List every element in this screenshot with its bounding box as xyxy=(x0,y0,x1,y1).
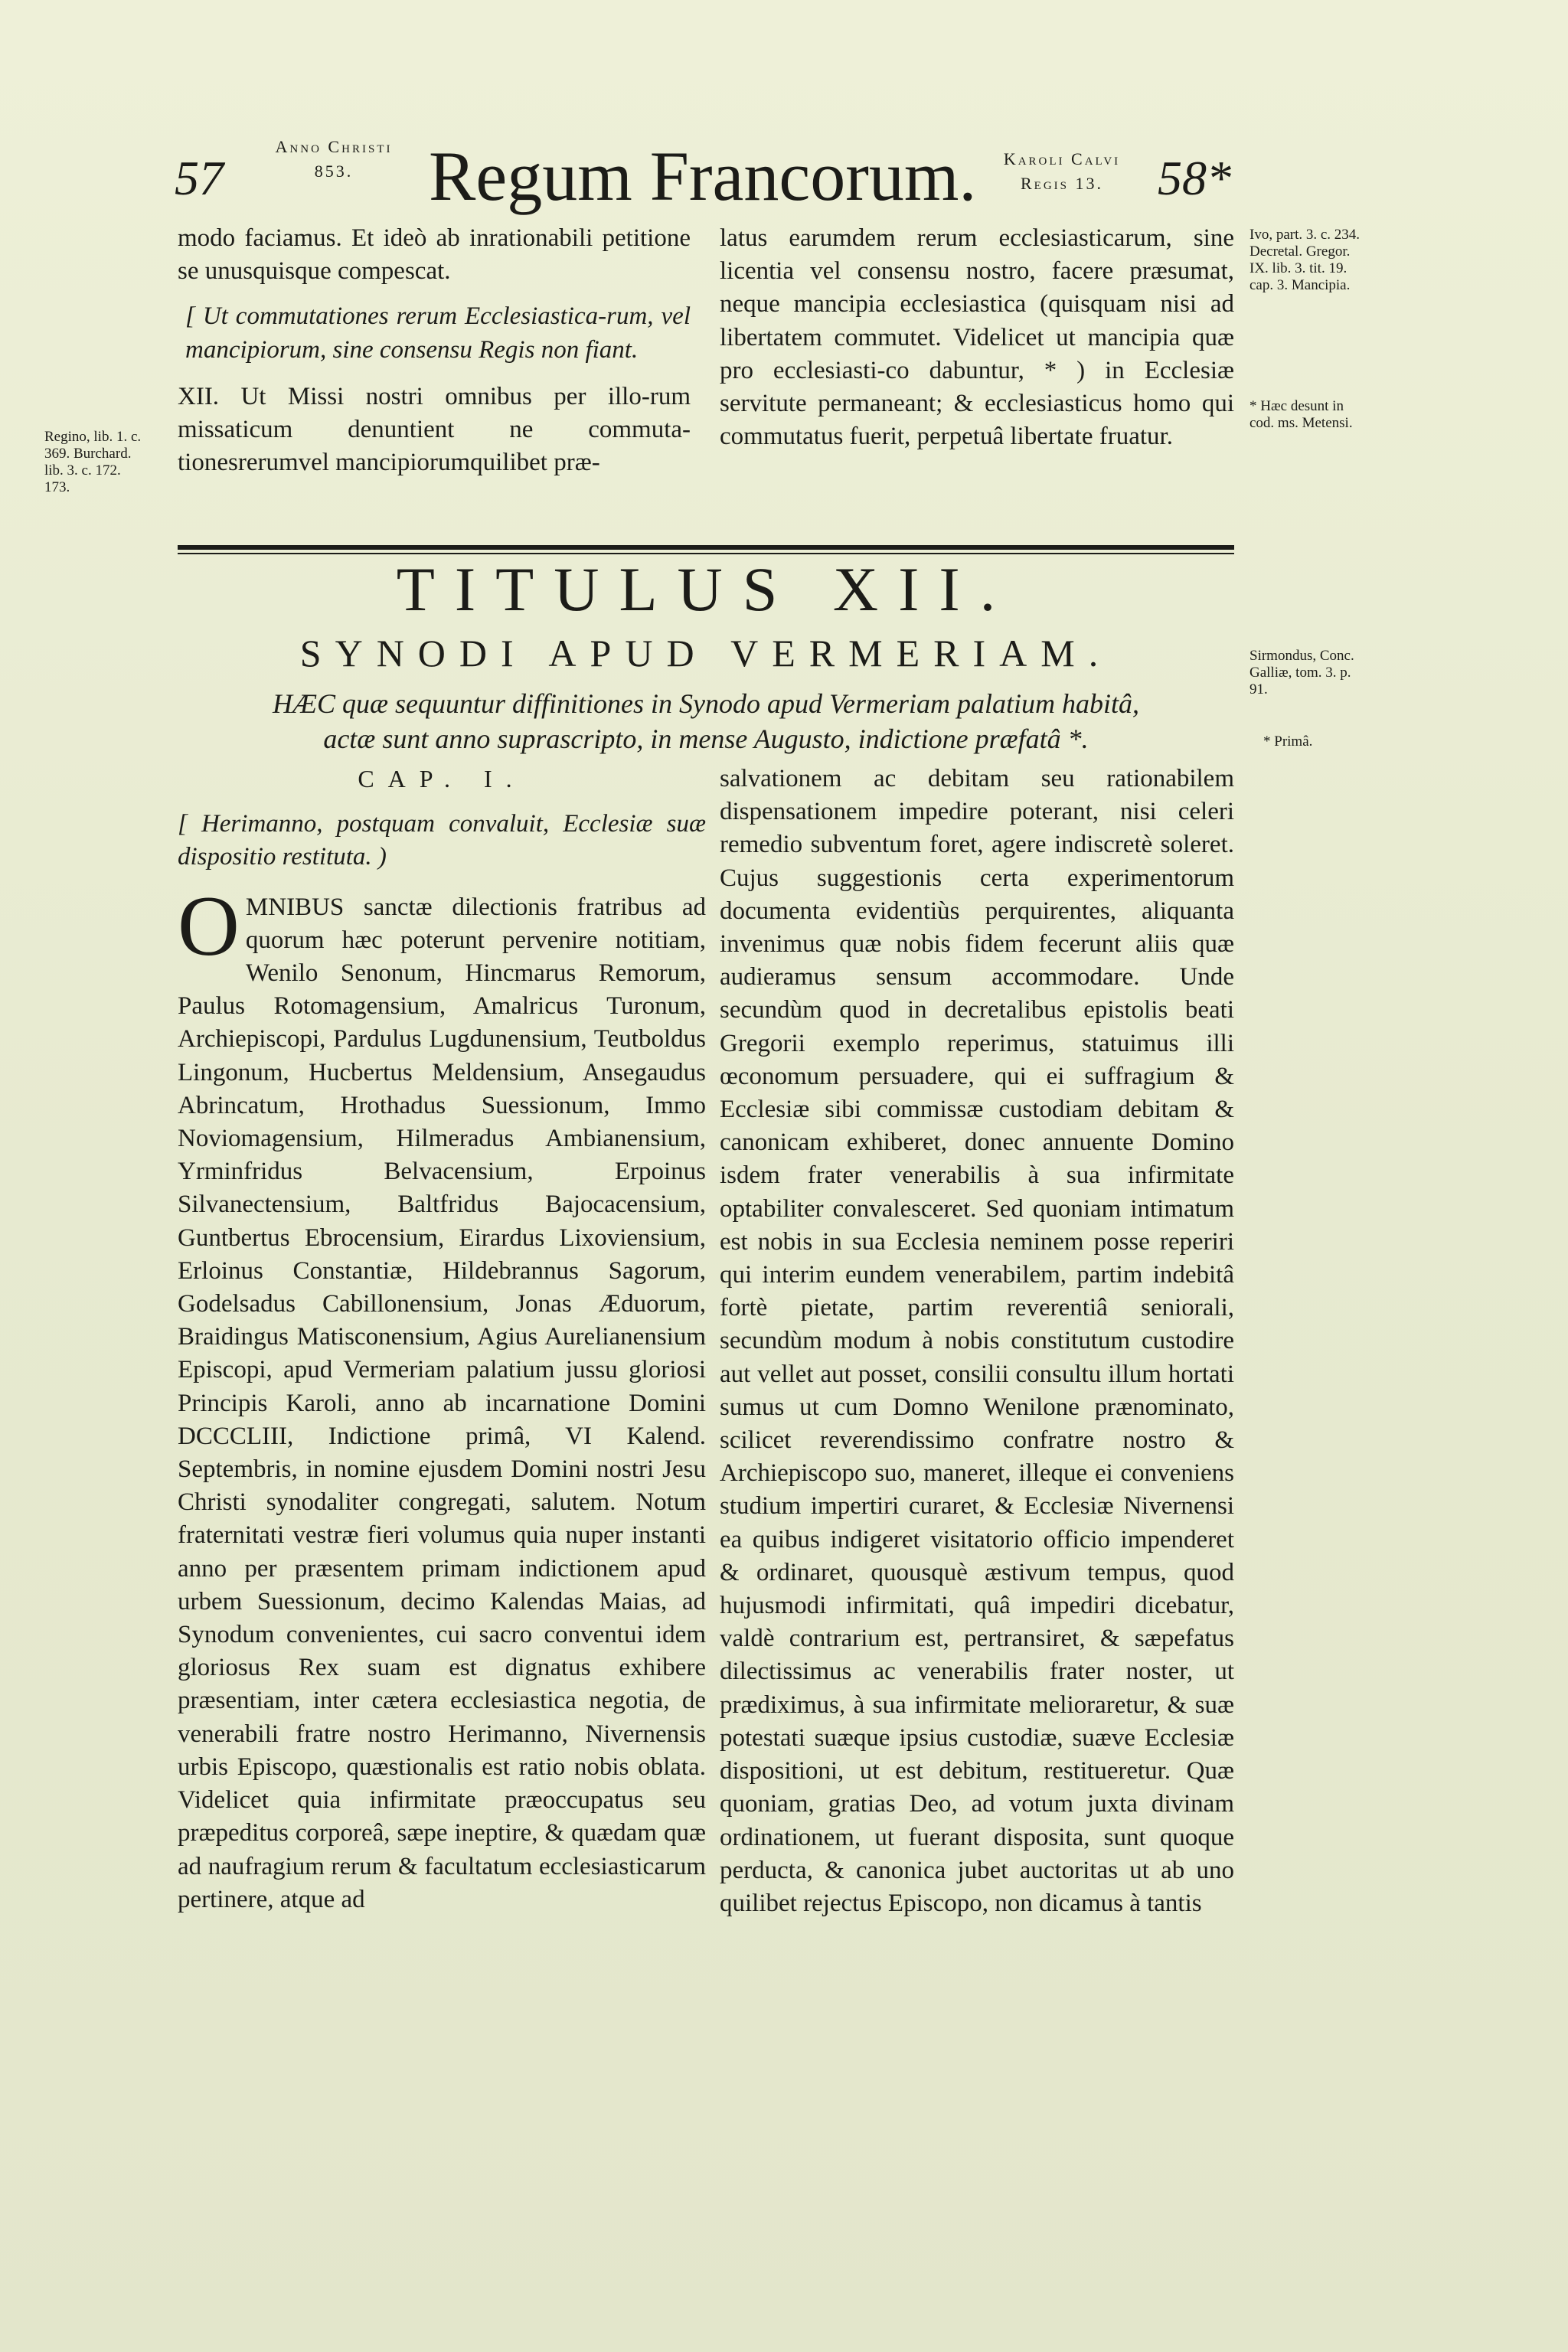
margin-note-right-mid: Sirmondus, Conc. Galliæ, tom. 3. p. 91. xyxy=(1250,648,1354,697)
karoli-line1: Karoli Calvi xyxy=(1003,149,1121,168)
chapter-heading: CAP. I. xyxy=(358,765,526,792)
drop-cap: O xyxy=(178,878,240,974)
page-number-right: 58* xyxy=(1158,151,1231,205)
karoli-line2: Regis 13. xyxy=(1020,174,1103,193)
upper-left-paragraph-2: XII. Ut Missi nostri omnibus per illo-rum missaticum denuntient ne commuta-tionesrerumvel mancipiorumquilibet præ- xyxy=(178,382,691,477)
anno-line2: 853. xyxy=(314,162,354,181)
haec-line-1: HÆC quæ sequuntur diffinitiones in Synodo apud Vermeriam palatium habitâ, xyxy=(273,688,1139,719)
upper-right-paragraph: latus earumdem rerum ecclesiasticarum, sine licentia vel consensu nostro, facere præsumat, neque mancipia ecclesiastica (quisquam nisi ad libertatem commutet. Videlicet ut mancipia quæ pro ecclesiasti-co dabuntur, * ) in Ecclesiæ servitute permaneant; & ecclesiasticus homo qui commutatus fuerit, perpetuâ libertate fruatur. xyxy=(720,224,1234,451)
margin-note-right-top: Ivo, part. 3. c. 234. Decretal. Gregor. IX. lib. 3. tit. 19. cap. 3. Mancipia. xyxy=(1250,227,1361,293)
margin-note-right-prima: * Primâ. xyxy=(1263,733,1313,750)
upper-left-italic-summary: [ Ut commutationes rerum Ecclesiastica-rum, vel mancipiorum, sine consensu Regis non fiant. xyxy=(185,302,691,364)
section-rule-thick xyxy=(178,545,1234,550)
body-right-column xyxy=(720,763,1234,1920)
body-right-paragraph: salvationem ac debitam seu rationabilem dispensationem impedire poterant, nisi celeri remedio subventum foret, agere indiscretè soleret. Cujus suggestionis certa experimentorum documenta evidentiùs perquirentes, aliquanta invenimus quæ nobis fidem fecerunt aliis quæ audieramus sensum accommodare. Unde secundùm quod in decretalibus epistolis beati Gregorii exemplo reperimus, statuimus illi œconomum persuadere, qui ei suffragium & Ecclesiæ sibi commissæ custodiam debitam & canonicam exhiberet, donec annuente Domino isdem frater venerabilis à sua infirmitate optabiliter convalesceret. Sed quoniam intimatum est nobis in sua Ecclesia neminem posse reperiri qui interim eundem venerabilem, partim indebitâ fortè pietate, partim reverentiâ seniorali, secundùm modum à nobis constitutum custodire aut vellet aut posset, consilii consultu illum hortati sumus ut cum Domno Wenilone prænominato, scilicet reverendissimo confratre nostro & Archiepiscopo suo, maneret, illeque ei conveniens studium impertiri curaret, & Ecclesiæ Nivernensi ea quibus indigeret visitatorio officio impenderet & ordinaret, quousquè æstivum tempus, quod hujusmodi infirmitati, quâ impediri dicebatur, valdè contrarium est, pertransiret, & sæpefatus dilectissimus ac venerabilis frater noster, ut prædiximus, à sua infirmitate melioraretur, & suæ potestati suæque ipsius custodiæ, suæve Ecclesiæ dispositioni, ut est debitum, restitueretur. Quæ quoniam, gratias Deo, ad votum juxta divinam ordinationem, ut fuerant disposita, sunt quoque perducta, & canonica jubet auctoritas ut ab uno quilibet rejectus Episcopo, non dicamus à tantis xyxy=(720,765,1234,1917)
karoli-calvi-header xyxy=(966,147,1158,196)
margin-note-right-star: * Hæc desunt in cod. ms. Metensi. xyxy=(1250,398,1353,431)
body-left-text: MNIBUS sanctæ dilectionis fratribus ad quorum hæc poterunt pervenire notitiam, Wenilo Senonum, Hincmarus Remorum, Paulus Rotomagensium, Amalricus Turonum, Archiepiscopi, Pardulus Lugdunensium, Teutboldus Lingonum, Hucbertus Meldensium, Ansegaudus Abrincatum, Hrothadus Suessionum, Immo Noviomagensium, Hilmeradus Ambianensium, Yrminfridus Belvacensium, Erpoinus Silvanectensium, Baltfridus Bajocacensium, Guntbertus Ebrocensium, Eirardus Lixoviensium, Erloinus Constantiæ, Hildebrannus Sagorum, Godelsadus Cabillonensium, Jonas Æduorum, Braidingus Matisconensium, Agius Aurelianensium Episcopi, apud Vermeriam palatium jussu gloriosi Principis Karoli, anno ab incarnatione Domini DCCCLIII, Indictione primâ, VI Kalend. Septembris, in nomine ejusdem Domini nostri Jesu Christi synodaliter congregati, salutem. Notum fraternitati vestræ fieri volumus quia nuper instanti anno per præsentem primam indictionem apud urbem Suessionum, decimo Kalendas Maias, ad Synodum convenientes, cui sacro conventui idem gloriosus Rex suam est dignatus exhibere præsentiam, inter cætera ecclesiastica negotia, de venerabili fratre nostro Herimanno, Nivernensis urbis Episcopo, quæstionalis est ratio nobis oblata. Videlicet quia infirmitate præoccupatus seu præpeditus corporeâ, sæpe ineptire, & quædam quæ ad naufragium rerum & facultatum ecclesiasticarum pertinere, atque ad xyxy=(178,893,706,1913)
body-left-paragraph xyxy=(178,878,706,1916)
haec-intro xyxy=(178,686,1234,756)
haec-line-2: actæ sunt anno suprascripto, in mense Augusto, indictione præfatâ *. xyxy=(323,724,1089,754)
upper-right-column xyxy=(720,222,1234,453)
anno-line1: Anno Christi xyxy=(275,137,393,156)
margin-note-left: Regino, lib. 1. c. 369. Burchard. lib. 3. c. 172. 173. xyxy=(44,429,142,495)
page-number-left: 57 xyxy=(175,151,224,205)
chapter-italic-summary: [ Herimanno, postquam convaluit, Ecclesiæ suæ dispositio restituta. ) xyxy=(178,810,706,871)
synodi-heading: SYNODI APUD VERMERIAM. xyxy=(299,632,1112,675)
upper-left-column xyxy=(178,222,691,479)
anno-christi-header xyxy=(242,135,426,184)
running-title: Regum Francorum. xyxy=(429,137,977,215)
body-left-column xyxy=(178,763,706,1916)
titulus-heading: TITULUS XII. xyxy=(396,554,1016,624)
upper-left-paragraph-1: modo faciamus. Et ideò ab inrationabili petitione se unusquisque compescat. xyxy=(178,224,691,286)
